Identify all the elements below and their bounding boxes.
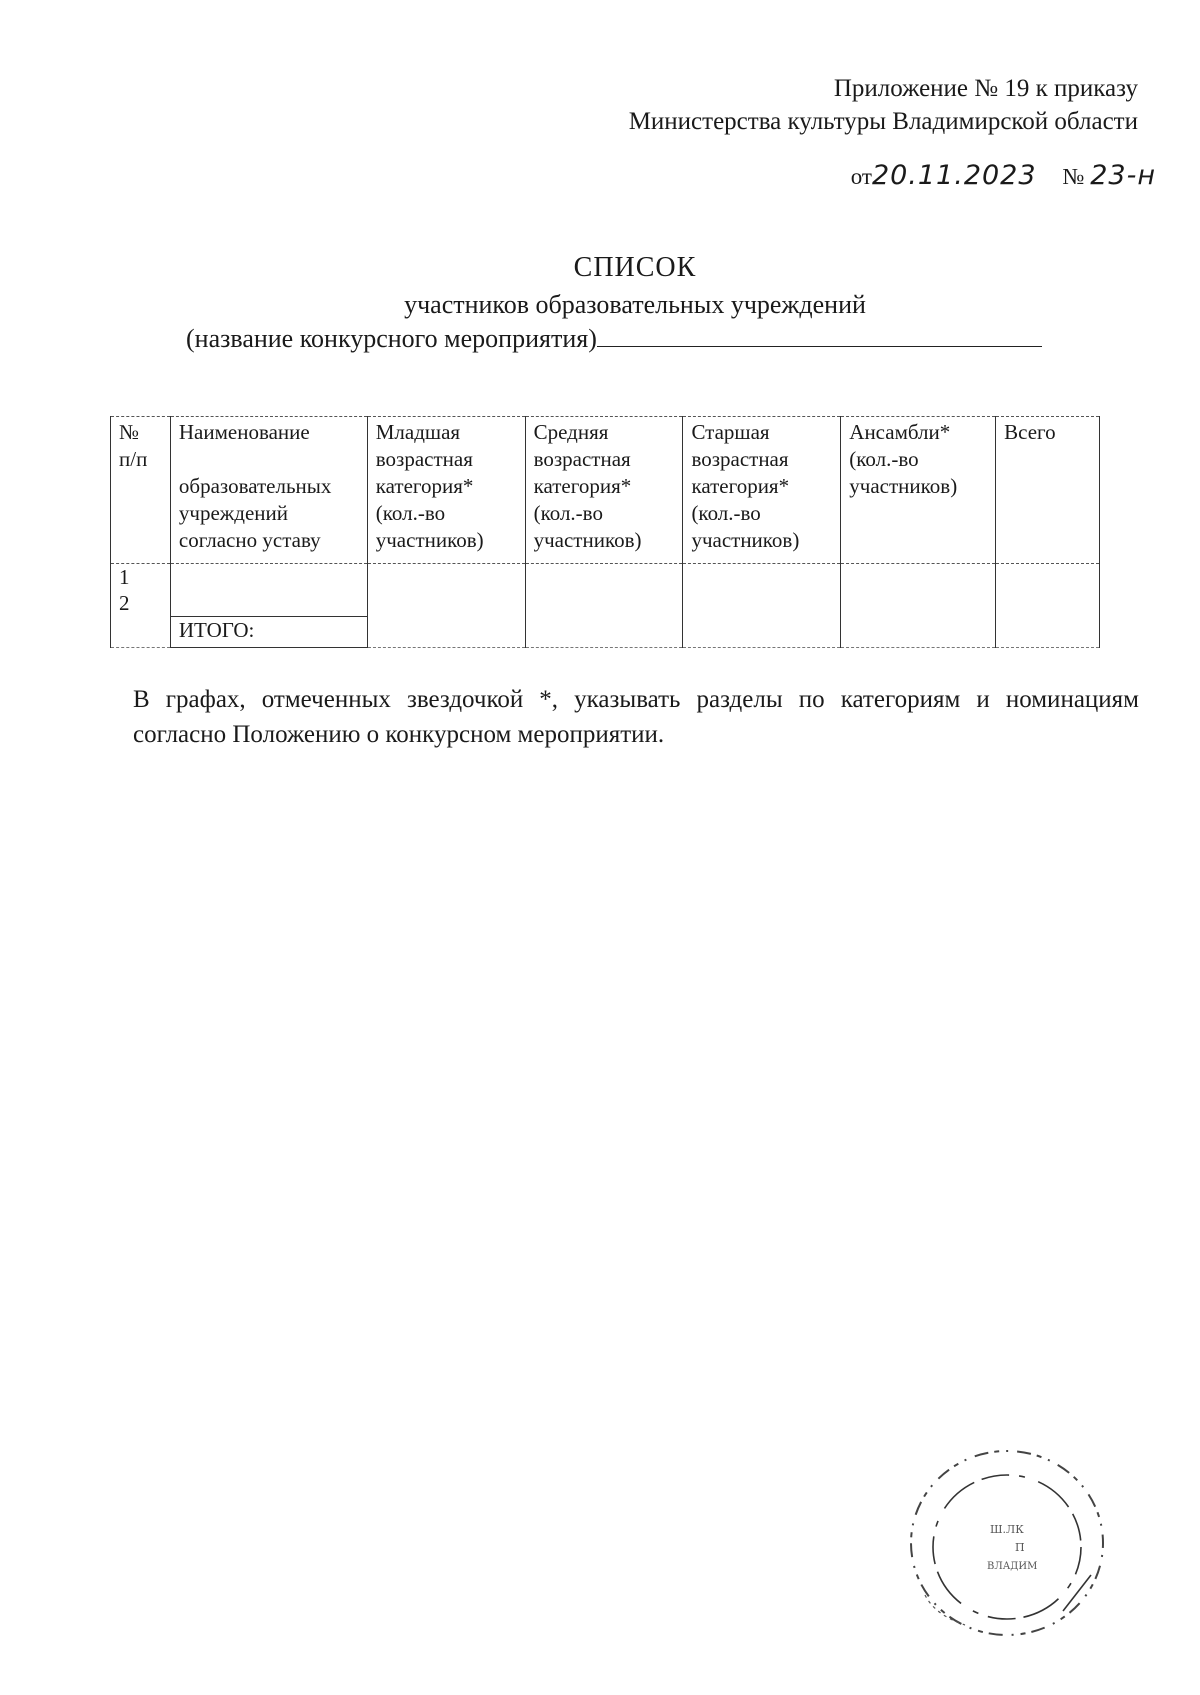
- order-number-handwritten: 23-н: [1090, 160, 1156, 191]
- total-junior-cell: [367, 616, 525, 647]
- table-header-row: [111, 417, 1100, 564]
- middle-cell: [525, 564, 683, 617]
- col-header-total: Всего: [996, 417, 1100, 564]
- total-senior-cell: [683, 616, 841, 647]
- official-seal-stamp: [895, 1435, 1135, 1655]
- participants-table: [110, 416, 1100, 648]
- row-number: 2: [119, 591, 130, 615]
- seal-text-line: П: [1015, 1541, 1025, 1554]
- event-name-line: [186, 322, 1042, 354]
- table-row: [111, 564, 1100, 617]
- senior-cell: [683, 564, 841, 617]
- total-ensembles-cell: [841, 616, 996, 647]
- total-middle-cell: [525, 616, 683, 647]
- order-date-number: [851, 160, 1156, 191]
- row-number-cell: [111, 564, 171, 617]
- col-header-senior: Старшая возрастная категория* (кол.-во участников): [683, 417, 841, 564]
- row-number: 1: [119, 565, 130, 589]
- col-header-ensembles: Ансамбли* (кол.-во участников): [841, 417, 996, 564]
- total-number-cell: [111, 616, 171, 647]
- total-all-cell: [996, 616, 1100, 647]
- footnote-text: В графах, отмеченных звездочкой *, указывать разделы по категориям и номинациям согласно Положению о конкурсном мероприятии.: [133, 686, 1139, 748]
- col-header-middle: Средняя возрастная категория* (кол.-во участников): [525, 417, 683, 564]
- col-header-junior: Младшая возрастная категория* (кол.-во участников): [367, 417, 525, 564]
- document-subtitle: участников образовательных учреждений: [404, 290, 866, 319]
- col-header-number: № п/п: [111, 417, 171, 564]
- event-name-blank: [597, 322, 1042, 347]
- order-date-handwritten: 20.11.2023: [871, 160, 1037, 191]
- appendix-header: [629, 72, 1138, 138]
- col-header-institution: Наименование образовательных учреждений согласно уставу: [170, 417, 367, 564]
- table-total-row: [111, 616, 1100, 647]
- seal-text-line: Ш.ЛК: [990, 1523, 1024, 1536]
- number-prefix: №: [1062, 164, 1085, 189]
- document-title: СПИСОК: [573, 252, 697, 283]
- ensembles-cell: [841, 564, 996, 617]
- event-name-label: (название конкурсного мероприятия): [186, 324, 597, 353]
- appendix-line: Приложение № 19 к приказу: [833, 75, 1138, 102]
- ministry-line: Министерства культуры Владимирской области: [628, 108, 1138, 135]
- institution-cell: [170, 564, 367, 617]
- seal-text-line: ВЛАДИМ: [987, 1561, 1038, 1572]
- total-cell: [996, 564, 1100, 617]
- junior-cell: [367, 564, 525, 617]
- date-prefix: от: [850, 164, 872, 189]
- total-label-cell: ИТОГО:: [170, 616, 367, 647]
